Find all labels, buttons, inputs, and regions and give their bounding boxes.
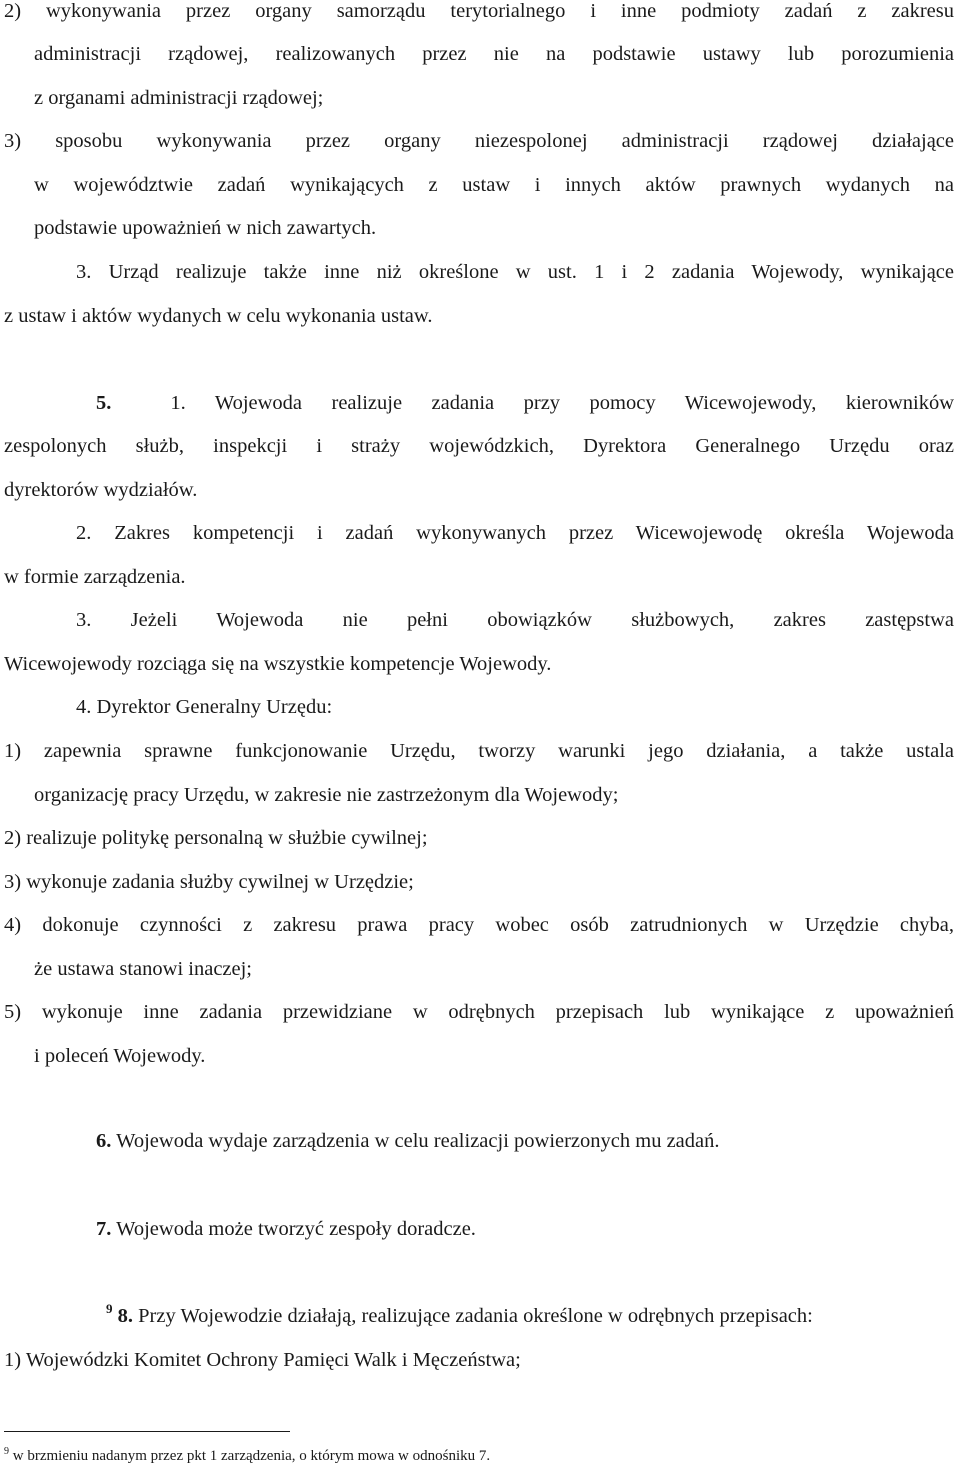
- text-line: w formie zarządzenia.: [4, 566, 186, 588]
- text-line: 1) zapewnia sprawne funkcjonowanie Urzędu, tworzy warunki jego działania, a także ustala: [4, 740, 954, 762]
- text-line: 2. Zakres kompetencji i zadań wykonywanych przez Wicewojewodę określa Wojewoda: [76, 522, 954, 544]
- text-line: organizację pracy Urzędu, w zakresie nie zastrzeżonym dla Wojewody;: [34, 784, 619, 806]
- text-line: z ustaw i aktów wydanych w celu wykonania ustaw.: [4, 305, 433, 327]
- section-5-line: [96, 390, 954, 416]
- text-line: dyrektorów wydziałów.: [4, 479, 198, 501]
- text-line: zespolonych służb, inspekcji i straży wojewódzkich, Dyrektora Generalnego Urzędu oraz: [4, 435, 954, 457]
- text-line: podstawie upoważnień w nich zawartych.: [34, 217, 377, 239]
- text-line: 3. Jeżeli Wojewoda nie pełni obowiązków służbowych, zakres zastępstwa: [76, 609, 954, 631]
- text-line: Przy Wojewodzie działają, realizujące zadania określone w odrębnych przepisach:: [138, 1305, 813, 1327]
- footnote: [4, 1446, 490, 1466]
- text-line: 3) sposobu wykonywania przez organy niezespolonej administracji rządowej działające: [4, 130, 954, 152]
- text-line: 5) wykonuje inne zadania przewidziane w odrębnych przepisach lub wynikające z upoważnień: [4, 1001, 954, 1023]
- section-8-line: [106, 1303, 954, 1329]
- footnote-divider: [4, 1431, 290, 1432]
- text-line: 2) realizuje politykę personalną w służbie cywilnej;: [4, 827, 428, 849]
- text-line: 1) Wojewódzki Komitet Ochrony Pamięci Walk i Męczeństwa;: [4, 1349, 521, 1371]
- text-line: Wojewoda może tworzyć zespoły doradcze.: [116, 1218, 476, 1240]
- text-line: 1. Wojewoda realizuje zadania przy pomocy Wicewojewody, kierowników: [170, 392, 955, 414]
- text-line: Wojewoda wydaje zarządzenia w celu realizacji powierzonych mu zadań.: [116, 1130, 720, 1152]
- footnote-text: w brzmieniu nadanym przez pkt 1 zarządzenia, o którym mowa w odnośniku 7.: [12, 1448, 491, 1464]
- footnote-ref: 9: [106, 1301, 113, 1316]
- text-line: 4) dokonuje czynności z zakresu prawa pracy wobec osób zatrudnionych w Urzędzie chyba,: [4, 914, 954, 936]
- text-line: Wicewojewody rozciąga się na wszystkie kompetencje Wojewody.: [4, 653, 552, 675]
- text-line: 4. Dyrektor Generalny Urzędu:: [76, 696, 333, 718]
- text-line: w województwie zadań wynikających z ustaw i innych aktów prawnych wydanych na: [34, 174, 954, 196]
- section-7-line: [96, 1216, 954, 1242]
- section-number: 8.: [117, 1305, 133, 1327]
- section-6-line: [96, 1128, 954, 1154]
- text-line: 3) wykonuje zadania służby cywilnej w Urzędzie;: [4, 871, 414, 893]
- text-line: z organami administracji rządowej;: [34, 87, 324, 109]
- footnote-number: 9: [4, 1446, 9, 1457]
- text-line: i poleceń Wojewody.: [34, 1045, 206, 1067]
- text-line: 3. Urząd realizuje także inne niż określone w ust. 1 i 2 zadania Wojewody, wynikające: [76, 261, 954, 283]
- section-number: 6.: [96, 1130, 112, 1152]
- text-line: że ustawa stanowi inaczej;: [34, 958, 253, 980]
- section-number: 7.: [96, 1218, 112, 1240]
- text-line: 2) wykonywania przez organy samorządu terytorialnego i inne podmioty zadań z zakresu: [4, 0, 954, 22]
- section-number: 5.: [96, 392, 112, 414]
- text-line: administracji rządowej, realizowanych przez nie na podstawie ustawy lub porozumienia: [34, 43, 954, 65]
